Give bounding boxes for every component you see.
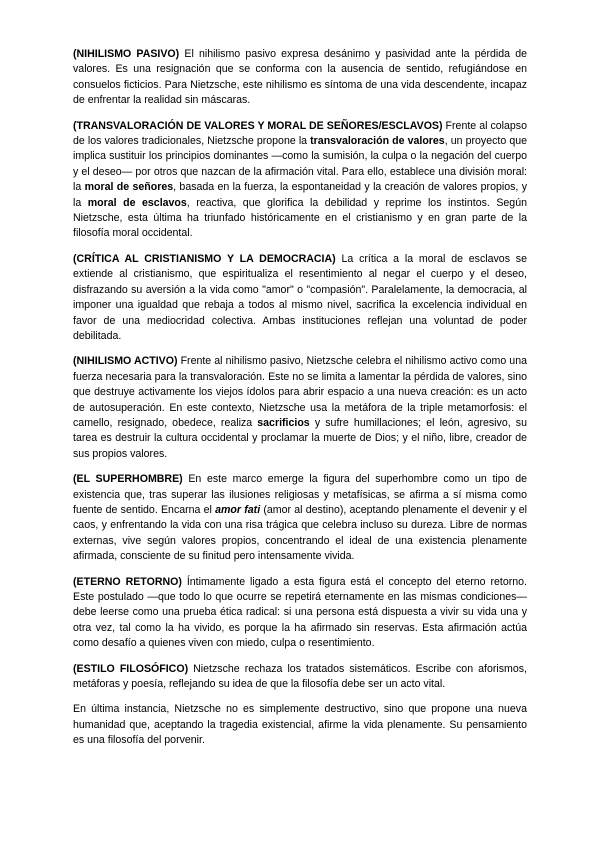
section-heading: (EL SUPERHOMBRE) (73, 473, 183, 486)
body-text: Frente al colapso de los valores tradicionales, Nietzsche propone la (73, 119, 527, 148)
emphasized-term: sacrificios (257, 416, 310, 429)
body-text: , un proyecto que implica sustituir los principios dominantes —como la sumisión, la culpa o la negación del cuerpo y el deseo— por otros que nazcan de la afirmación vital. Para ello, establece una división moral: la (73, 135, 528, 194)
emphasized-term: moral de señores (84, 181, 174, 194)
body-text: , reactiva, que glorifica la debilidad y reprime los instintos. Según Nietzsche, esta última ha triunfado históricamente en el cristianismo y en gran parte de la filosofía moral occidental. (73, 196, 527, 240)
emphasized-term: amor fati (215, 503, 261, 516)
body-text: El nihilismo pasivo expresa desánimo y pasividad ante la pérdida de valores. Es una resignación que se conforma con la ausencia de sentido, refugiándose en consuelos ficticios. Para Nietzsche, este nihilismo es síntoma de una vida descendente, incapaz de enfrentar la realidad sin máscaras. (73, 48, 528, 107)
paragraph-conclusion (73, 702, 527, 748)
paragraph-superhombre (73, 472, 527, 564)
body-text: La crítica a la moral de esclavos se extiende al cristianismo, que espiritualiza el resentimiento al negar el cuerpo y el deseo, disfrazando su aversión a la vida como "amor" o "compasión". Paralelamente, la democracia, al imponer una igualdad que rebaja a todos al mismo nivel, sacrifica la excelencia individual en favor de una mediocridad colectiva. Ambas instituciones reflejan una voluntad de poder debilitada. (73, 252, 527, 342)
body-text: (amor al destino), aceptando plenamente el devenir y el caos, y enfrentando la vida con una risa trágica que celebra incluso su dureza. Libre de normas externas, vive según valores propios, concentrando el ideal de una existencia plenamente afirmada, consciente de su finitud pero intensamente vivida. (73, 503, 527, 563)
section-heading: (NIHILISMO ACTIVO) (73, 355, 178, 368)
paragraph-nihilismo-pasivo (73, 47, 527, 109)
body-text: Frente al nihilismo pasivo, Nietzsche celebra el nihilismo activo como una fuerza necesaria para la transvaloración. Este no se limita a lamentar la pérdida de valores, sino que destruye activamente los viejos ídolos para abrir espacio a una nueva creación: es un acto de autosuperación. En este contexto, Nietzsche usa la metáfora de la triple metamorfosis: el camello, resignado, obedece, realiza (73, 355, 527, 429)
section-heading: (TRANSVALORACIÓN DE VALORES Y MORAL DE SEÑORES/ESCLAVOS) (73, 119, 443, 132)
emphasized-term: transvaloración de valores (310, 135, 445, 148)
document-page (73, 47, 527, 749)
section-heading: (ETERNO RETORNO) (73, 575, 182, 588)
body-text: En este marco emerge la figura del superhombre como un tipo de existencia que, tras superar las ilusiones religiosas y metafísicas, se afirma a sí misma como fuente de sentido. Encarna el (73, 473, 527, 516)
body-text: Nietzsche rechaza los tratados sistemáticos. Escribe con aforismos, metáforas y poesía, reflejando su idea de que la filosofía debe ser un acto vital. (73, 662, 528, 691)
section-heading: (NIHILISMO PASIVO) (73, 48, 180, 60)
emphasized-term: moral de esclavos (87, 196, 187, 209)
body-text: y sufre humillaciones; el león, agresivo, su tarea es destruir la cultura occidental y proclamar la muerte de Dios; y el niño, libre, creador de sus propios valores. (73, 416, 527, 460)
paragraph-transvaloracion (73, 119, 527, 242)
section-heading: (CRÍTICA AL CRISTIANISMO Y LA DEMOCRACIA) (73, 252, 336, 265)
section-heading: (ESTILO FILOSÓFICO) (73, 662, 189, 675)
paragraph-critica-cristianismo (73, 252, 527, 344)
paragraph-nihilismo-activo (73, 354, 527, 462)
paragraph-estilo-filosofico (73, 662, 527, 693)
body-text: Íntimamente ligado a esta figura está el concepto del eterno retorno. Este postulado —que todo lo que ocurre se repetirá eternamente en las mismas condiciones— debe leerse como una prueba ética radical: si una persona está dispuesta a vivir su vida una y otra vez, tal como la ha vivido, es porque la ha afirmado sin reservas. Esta afirmación actúa como desafío a quienes viven con miedo, culpa o resentimiento. (73, 575, 527, 650)
body-text: En última instancia, Nietzsche no es simplemente destructivo, sino que propone una nueva humanidad que, aceptando la tragedia existencial, afirme la vida plenamente. Su pensamiento es una filosofía del porvenir. (73, 703, 527, 747)
paragraph-eterno-retorno (73, 575, 527, 652)
body-text: , basada en la fuerza, la espontaneidad y la creación de valores propios, y la (73, 181, 527, 209)
